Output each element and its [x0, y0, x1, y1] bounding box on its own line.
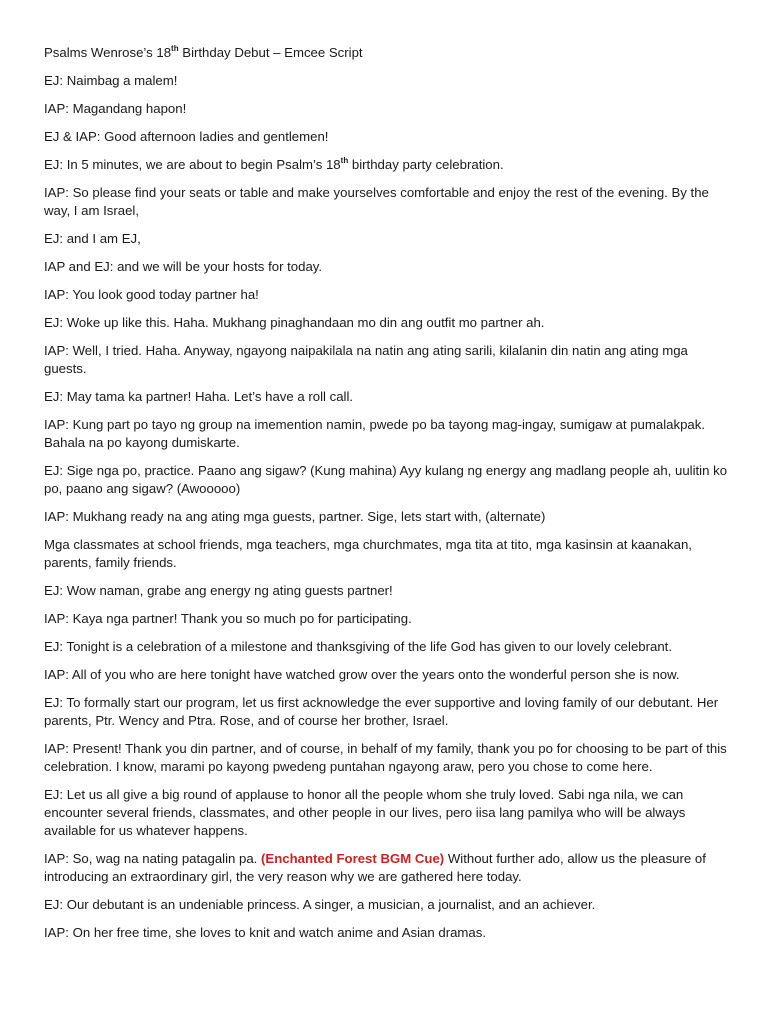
script-line: EJ: Woke up like this. Haha. Mukhang pinaghandaan mo din ang outfit mo partner ah.: [44, 315, 545, 330]
script-line: EJ: May tama ka partner! Haha. Let’s have a roll call.: [44, 389, 354, 404]
title-superscript: th: [171, 43, 179, 53]
script-line: IAP: Kaya nga partner! Thank you so much po for participating.: [44, 611, 412, 626]
script-line: [44, 156, 728, 174]
script-line: IAP: So please find your seats or table and make yourselves comfortable and enjoy the rest of the evening. By the way, I am Israel,: [44, 185, 709, 218]
script-line: IAP: Mukhang ready na ang ating mga guests, partner. Sige, lets start with, (alternate): [44, 509, 546, 524]
title-text-rest: Birthday Debut – Emcee Script: [178, 45, 363, 60]
script-line: EJ: Our debutant is an undeniable princess. A singer, a musician, a journalist, and an achiever.: [44, 897, 596, 912]
script-line: IAP: On her free time, she loves to knit and watch anime and Asian dramas.: [44, 925, 487, 940]
script-line: Mga classmates at school friends, mga teachers, mga churchmates, mga tita at tito, mga kasinsin at kaanakan, parents, family friends.: [44, 537, 692, 570]
line-superscript: th: [340, 155, 349, 165]
script-line: IAP and EJ: and we will be your hosts for today.: [44, 259, 323, 274]
script-line: IAP: Present! Thank you din partner, and of course, in behalf of my family, thank you po for choosing to be part of this celebration. I know, marami po kayong pwedeng puntahan ngayong araw, pero you chose to come here.: [44, 741, 727, 774]
script-line: EJ: Let us all give a big round of applause to honor all the people whom she truly loved. Sabi nga nila, we can encounter several friends, classmates, and other people in our lives, pero iisa lang pamilya who will be always available for us whatever happens.: [44, 787, 686, 838]
bgm-cue-label: (Enchanted Forest BGM Cue): [261, 851, 445, 866]
script-line: EJ: To formally start our program, let us first acknowledge the ever supportive and loving family of our debutant. Her parents, Ptr. Wency and Ptra. Rose, and of course her brother, Israel.: [44, 695, 719, 728]
script-line-bgm-cue: [44, 850, 728, 886]
script-line: IAP: Kung part po tayo ng group na imemention namin, pwede po ba tayong mag-ingay, sumigaw at pumalakpak. Bahala na po kayong dumiskarte.: [44, 417, 705, 450]
script-line: IAP: All of you who are here tonight have watched grow over the years onto the wonderful person she is now.: [44, 667, 680, 682]
script-line: EJ: Naimbag a malem!: [44, 73, 178, 88]
script-line: EJ & IAP: Good afternoon ladies and gentlemen!: [44, 129, 329, 144]
script-line: EJ: and I am EJ,: [44, 231, 141, 246]
document-title: [44, 44, 728, 62]
line-text-rest: birthday party celebration.: [348, 157, 504, 172]
script-line: EJ: Wow naman, grabe ang energy ng ating guests partner!: [44, 583, 393, 598]
line-text-rest: Without further ado, allow us the pleasure of introducing an extraordinary girl, the very reason why we are gathered here today.: [44, 851, 706, 884]
script-line: IAP: Well, I tried. Haha. Anyway, ngayong naipakilala na natin ang ating sarili, kilalanin din natin ang ating mga guests.: [44, 343, 688, 376]
script-line: IAP: You look good today partner ha!: [44, 287, 259, 302]
line-text: IAP: So, wag na nating patagalin pa.: [44, 851, 262, 866]
script-line: EJ: Tonight is a celebration of a milestone and thanksgiving of the life God has given to our lovely celebrant.: [44, 639, 673, 654]
script-line: EJ: Sige nga po, practice. Paano ang sigaw? (Kung mahina) Ayy kulang ng energy ang madlang people ah, uulitin ko po, paano ang sigaw? (Awooooo): [44, 463, 728, 496]
title-text: Psalms Wenrose’s 18: [44, 45, 172, 60]
line-text: EJ: In 5 minutes, we are about to begin Psalm’s 18: [44, 157, 341, 172]
script-line: IAP: Magandang hapon!: [44, 101, 187, 116]
